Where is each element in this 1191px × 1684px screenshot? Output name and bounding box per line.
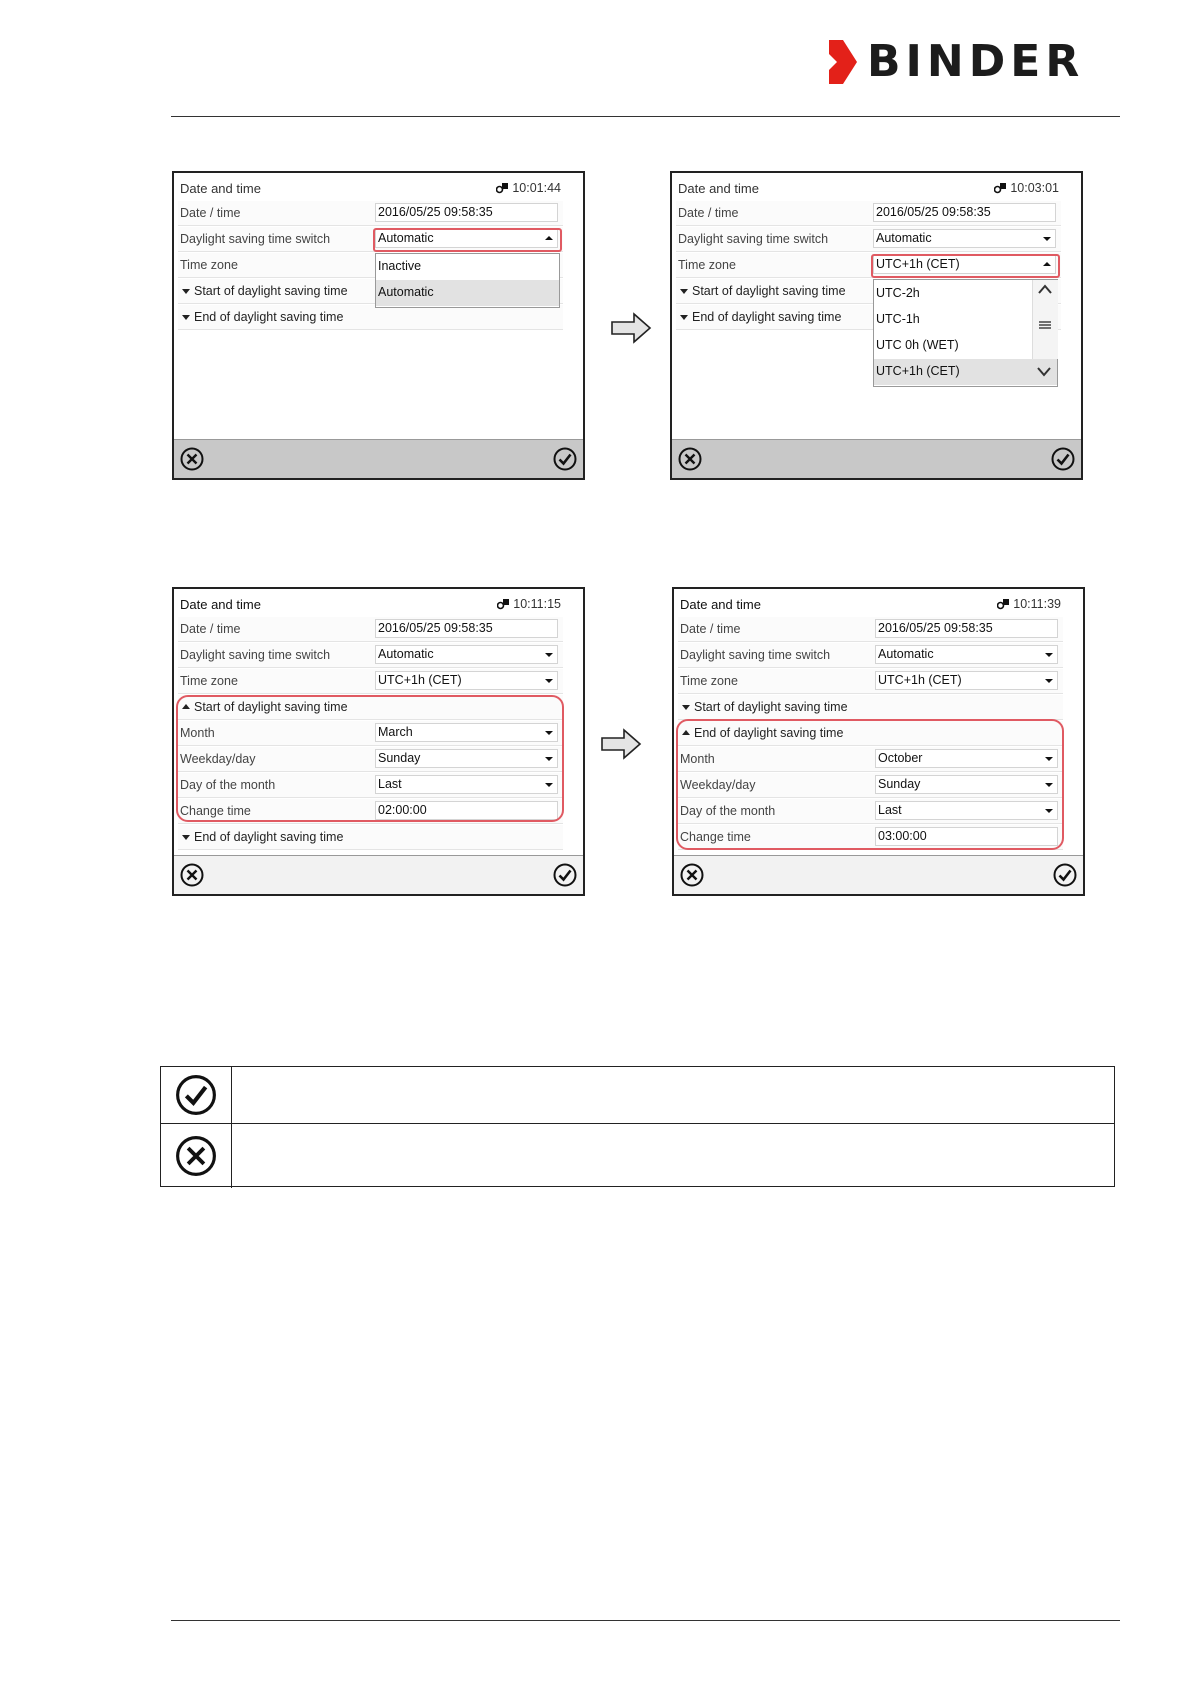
row-label: Weekday/day — [180, 752, 256, 766]
scroll-thumb-icon[interactable] — [1038, 320, 1052, 330]
expand-icon — [182, 835, 190, 840]
date-time-input[interactable]: 2016/05/25 09:58:35 — [375, 203, 558, 222]
row-day-of-month — [178, 773, 563, 798]
section-label: Start of daylight saving time — [694, 700, 848, 714]
dropdown-option-automatic[interactable]: Automatic — [376, 280, 559, 306]
screen-title: Date and time — [678, 181, 759, 196]
row-dst-switch — [178, 643, 563, 668]
binder-logo-mark-icon — [829, 40, 857, 84]
row-month — [678, 747, 1063, 772]
month-select[interactable]: October — [875, 749, 1058, 768]
row-label: Date / time — [180, 622, 241, 636]
dst-switch-select[interactable]: Automatic — [375, 229, 558, 248]
dropdown-option[interactable]: UTC 0h (WET) — [876, 338, 959, 352]
dropdown-option-inactive[interactable]: Inactive — [378, 259, 422, 273]
row-label: Daylight saving time switch — [678, 232, 829, 246]
row-time-zone — [178, 669, 563, 694]
section-start-dst-expanded[interactable] — [178, 695, 563, 720]
confirm-icon[interactable] — [553, 863, 577, 887]
row-time-zone — [676, 253, 1061, 278]
cancel-icon — [175, 1135, 217, 1177]
time-zone-select[interactable]: UTC+1h (CET) — [375, 671, 558, 690]
confirm-icon — [175, 1074, 217, 1116]
icon-legend-table — [160, 1066, 1115, 1187]
row-date-time — [676, 201, 1061, 226]
row-weekday — [178, 747, 563, 772]
row-label: Time zone — [678, 258, 736, 272]
row-label: Time zone — [180, 674, 238, 688]
confirm-icon[interactable] — [553, 447, 577, 471]
day-of-month-select[interactable]: Last — [875, 801, 1058, 820]
footer-rule — [171, 1620, 1120, 1621]
row-label: Date / time — [680, 622, 741, 636]
collapse-icon — [682, 730, 690, 735]
cancel-icon[interactable] — [678, 447, 702, 471]
date-time-input[interactable]: 2016/05/25 09:58:35 — [875, 619, 1058, 638]
weekday-select[interactable]: Sunday — [875, 775, 1058, 794]
row-label: Month — [180, 726, 215, 740]
dropdown-option-selected[interactable]: UTC+1h (CET) — [874, 359, 1057, 385]
change-time-input[interactable]: 03:00:00 — [875, 827, 1058, 846]
row-label: Change time — [680, 830, 751, 844]
clock — [496, 181, 561, 195]
row-label: Day of the month — [680, 804, 776, 818]
lock-key-icon — [994, 182, 1007, 194]
header-rule — [171, 116, 1120, 117]
legend-cell — [161, 1067, 232, 1123]
time-zone-select[interactable]: UTC+1h (CET) — [875, 671, 1058, 690]
row-label: Daylight saving time switch — [180, 232, 331, 246]
row-change-time — [178, 799, 563, 824]
row-label: Time zone — [680, 674, 738, 688]
binder-logo — [829, 36, 1085, 87]
section-label: Start of daylight saving time — [194, 700, 348, 714]
legend-cell — [161, 1124, 232, 1188]
date-time-input[interactable]: 2016/05/25 09:58:35 — [375, 619, 558, 638]
expand-icon — [682, 705, 690, 710]
weekday-select[interactable]: Sunday — [375, 749, 558, 768]
lock-key-icon — [496, 182, 509, 194]
clock — [497, 597, 561, 611]
dst-switch-select[interactable]: Automatic — [873, 229, 1056, 248]
section-label: Start of daylight saving time — [692, 284, 846, 298]
date-time-input[interactable]: 2016/05/25 09:58:35 — [873, 203, 1056, 222]
row-change-time — [678, 825, 1063, 850]
screen-end-dst-settings — [672, 587, 1085, 896]
section-label: End of daylight saving time — [194, 310, 344, 324]
expand-icon — [182, 315, 190, 320]
row-dst-switch — [676, 227, 1061, 252]
row-label: Month — [680, 752, 715, 766]
row-dst-switch — [178, 227, 563, 252]
next-step-arrow-icon — [600, 727, 642, 761]
row-label: Date / time — [180, 206, 241, 220]
cancel-icon[interactable] — [180, 447, 204, 471]
row-date-time — [678, 617, 1063, 642]
clock — [997, 597, 1061, 611]
row-label: Day of the month — [180, 778, 276, 792]
screen-footer — [674, 855, 1083, 894]
section-label: End of daylight saving time — [194, 830, 344, 844]
cancel-icon[interactable] — [680, 863, 704, 887]
screen-start-dst-settings — [172, 587, 585, 896]
clock-time: 10:03:01 — [1010, 181, 1059, 195]
change-time-input[interactable]: 02:00:00 — [375, 801, 558, 820]
row-dst-switch — [678, 643, 1063, 668]
binder-logo-text: BINDER — [867, 36, 1085, 87]
dst-switch-select[interactable]: Automatic — [875, 645, 1058, 664]
screen-title: Date and time — [680, 597, 761, 612]
screen-title: Date and time — [180, 181, 261, 196]
cancel-icon[interactable] — [180, 863, 204, 887]
section-end-dst[interactable] — [178, 825, 563, 850]
expand-icon — [182, 289, 190, 294]
row-label: Weekday/day — [680, 778, 756, 792]
section-start-dst[interactable] — [678, 695, 1063, 720]
screen-dst-switch-dropdown — [172, 171, 585, 480]
legend-divider — [161, 1123, 1114, 1124]
row-date-time — [178, 201, 563, 226]
dst-switch-dropdown-list — [375, 253, 560, 308]
expand-icon — [680, 289, 688, 294]
section-label: End of daylight saving time — [694, 726, 844, 740]
row-month — [178, 721, 563, 746]
row-date-time — [178, 617, 563, 642]
row-label: Daylight saving time switch — [180, 648, 331, 662]
section-end-dst[interactable] — [178, 305, 563, 330]
row-label: Date / time — [678, 206, 739, 220]
confirm-icon[interactable] — [1051, 447, 1075, 471]
clock-time: 10:11:39 — [1013, 597, 1061, 611]
clock — [994, 181, 1059, 195]
dropdown-option[interactable]: UTC-2h — [876, 286, 920, 300]
screen-footer — [672, 439, 1081, 478]
row-label: Time zone — [180, 258, 238, 272]
screen-title: Date and time — [180, 597, 261, 612]
screen-footer — [174, 439, 583, 478]
row-label: Change time — [180, 804, 251, 818]
row-day-of-month — [678, 799, 1063, 824]
scroll-down-icon[interactable] — [1037, 367, 1051, 377]
row-weekday — [678, 773, 1063, 798]
lock-key-icon — [497, 598, 510, 610]
screen-time-zone-dropdown — [670, 171, 1083, 480]
next-step-arrow-icon — [610, 311, 652, 345]
row-time-zone — [678, 669, 1063, 694]
dropdown-scrollbar[interactable] — [1032, 280, 1058, 359]
scroll-up-icon[interactable] — [1038, 284, 1052, 294]
dropdown-option[interactable]: UTC-1h — [876, 312, 920, 326]
month-select[interactable]: March — [375, 723, 558, 742]
day-of-month-select[interactable]: Last — [375, 775, 558, 794]
expand-icon — [680, 315, 688, 320]
collapse-icon — [182, 704, 190, 709]
screen-footer — [174, 855, 583, 894]
row-label: Daylight saving time switch — [680, 648, 831, 662]
lock-key-icon — [997, 598, 1010, 610]
dst-switch-select[interactable]: Automatic — [375, 645, 558, 664]
confirm-icon[interactable] — [1053, 863, 1077, 887]
section-label: End of daylight saving time — [692, 310, 842, 324]
section-end-dst-expanded[interactable] — [678, 721, 1063, 746]
time-zone-select[interactable]: UTC+1h (CET) — [873, 255, 1056, 274]
time-zone-dropdown-list — [873, 279, 1058, 387]
section-label: Start of daylight saving time — [194, 284, 348, 298]
clock-time: 10:11:15 — [513, 597, 561, 611]
clock-time: 10:01:44 — [512, 181, 561, 195]
